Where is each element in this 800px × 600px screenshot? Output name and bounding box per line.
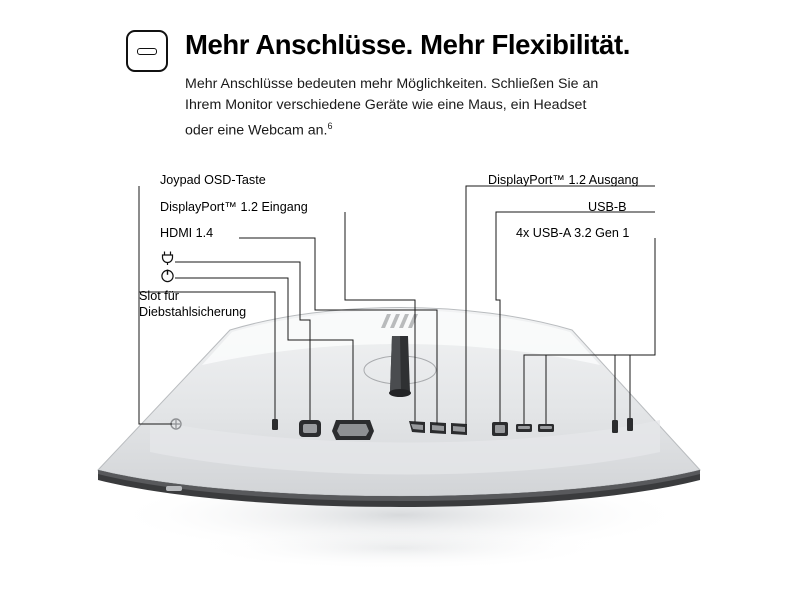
port-usb-a-2 (538, 424, 554, 432)
power-icon-svg (160, 268, 175, 283)
plug-icon-svg (160, 250, 175, 266)
port-security-slot (272, 419, 278, 430)
port-usb-b (492, 422, 508, 436)
port-usb-a-4 (627, 418, 633, 431)
callout-usb-a-label: 4x USB-A 3.2 Gen 1 (516, 226, 630, 240)
control-joypad-osd (171, 419, 181, 429)
callout-displayport-in-label: DisplayPort™ 1.2 Eingang (160, 200, 308, 214)
callout-security-slot-label: Slot für Diebstahlsicherung (139, 289, 247, 319)
port-hdmi-1 (430, 422, 446, 434)
port-displayport-out (468, 424, 484, 436)
port-usb-a-1 (516, 424, 532, 432)
power-icon (160, 268, 175, 285)
port-hdmi-2 (451, 423, 467, 435)
callout-joypad-osd-label: Joypad OSD-Taste (160, 173, 266, 187)
port-usb-a-3 (612, 420, 618, 433)
port-power-jack (299, 420, 321, 437)
page-subtitle-text: Mehr Anschlüsse bedeuten mehr Möglichkeiten. Schließen Sie an Ihrem Monitor verschiedene Geräte wie eine Maus, ein Headset oder eine Webcam an. (185, 76, 599, 139)
callout-hdmi-label: HDMI 1.4 (160, 226, 214, 240)
page-title: Mehr Anschlüsse. Mehr Flexibilität. (185, 29, 630, 60)
footnote-marker: 6 (327, 121, 333, 131)
callout-displayport-out-label: DisplayPort™ 1.2 Ausgang (488, 173, 639, 187)
callout-usb-b-label: USB-B (588, 200, 627, 214)
port-ac-inlet (332, 420, 374, 440)
plug-icon (160, 250, 175, 268)
